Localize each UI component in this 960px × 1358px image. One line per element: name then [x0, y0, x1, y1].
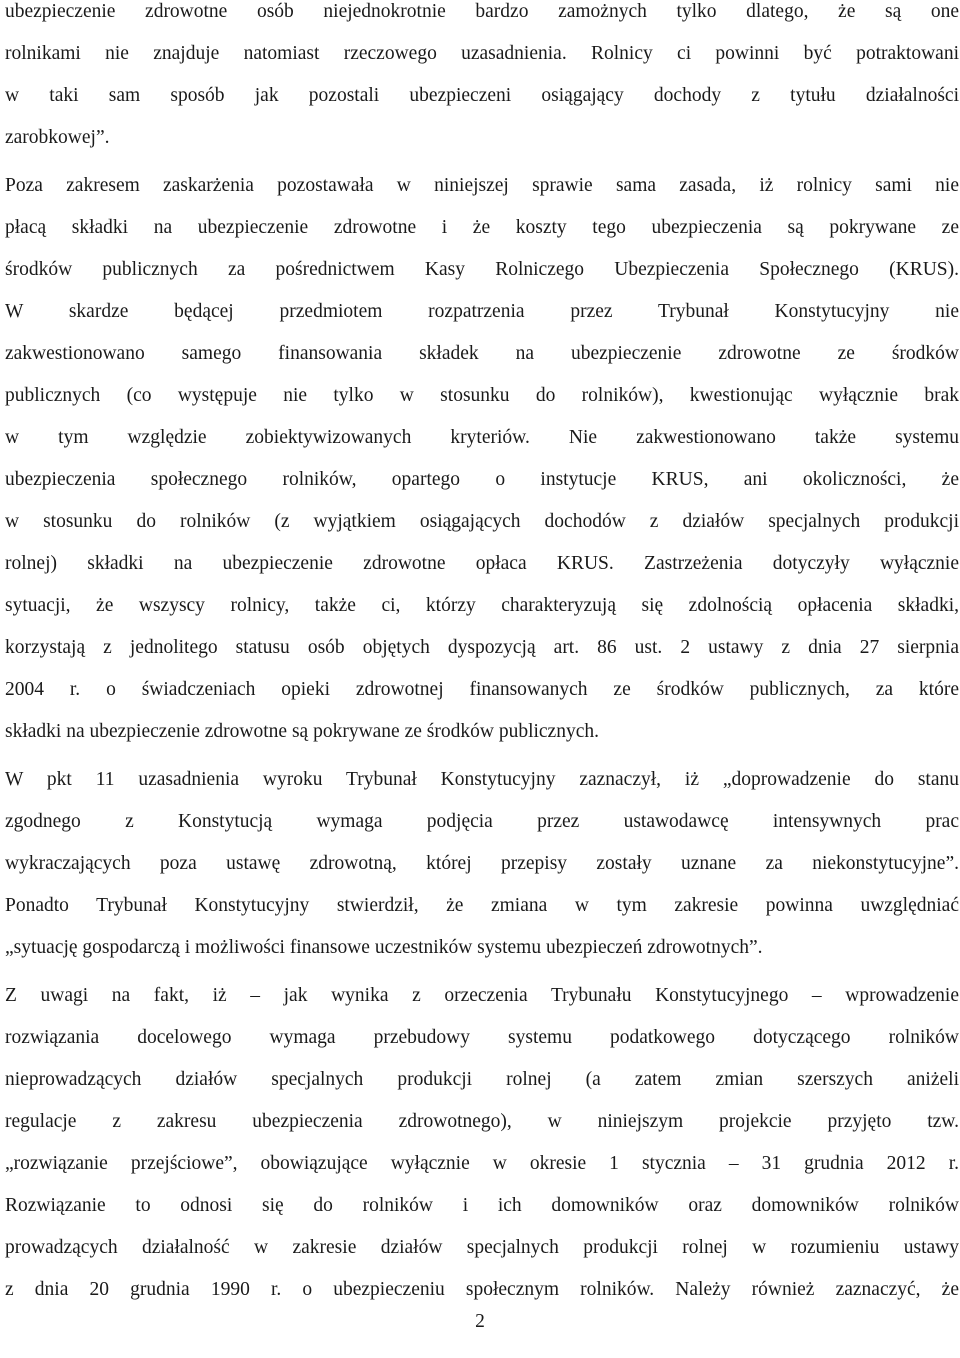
- text-line: rolnej) składki na ubezpieczenie zdrowotne opłaca KRUS. Zastrzeżenia dotyczyły wyłącznie: [5, 553, 959, 574]
- text-line: ubezpieczenia społecznego rolników, opartego o instytucje KRUS, ani okoliczności, że: [5, 469, 959, 490]
- text-line: rozwiązania docelowego wymaga przebudowy systemu podatkowego dotyczącego rolników: [5, 1027, 959, 1048]
- text-line: w tym względzie zobiektywizowanych kryteriów. Nie zakwestionowano także systemu: [5, 427, 959, 448]
- text-line: w stosunku do rolników (z wyjątkiem osiągających dochodów z działów specjalnych produkcji: [5, 511, 959, 532]
- text-line: zakwestionowano samego finansowania składek na ubezpieczenie zdrowotne ze środków: [5, 343, 959, 364]
- text-line: składki na ubezpieczenie zdrowotne są pokrywane ze środków publicznych.: [5, 721, 599, 742]
- text-line: sytuacji, że wszyscy rolnicy, także ci, którzy charakteryzują się zdolnością opłacenia składki,: [5, 595, 959, 616]
- text-line: wykraczających poza ustawę zdrowotną, której przepisy zostały uznane za niekonstytucyjne”.: [5, 853, 959, 874]
- text-line: nieprowadzących działów specjalnych produkcji rolnej (a zatem zmian szerszych aniżeli: [5, 1069, 959, 1090]
- text-line: z dnia 20 grudnia 1990 r. o ubezpieczeniu społecznym rolników. Należy również zaznaczyć, że: [5, 1279, 959, 1300]
- text-line: „sytuację gospodarczą i możliwości finansowe uczestników systemu ubezpieczeń zdrowotnych”.: [5, 937, 763, 958]
- text-line: W pkt 11 uzasadnienia wyroku Trybunał Konstytucyjny zaznaczył, iż „doprowadzenie do stanu: [5, 769, 959, 790]
- text-line: regulacje z zakresu ubezpieczenia zdrowotnego), w niniejszym projekcie przyjęto tzw.: [5, 1111, 959, 1132]
- text-line: środków publicznych za pośrednictwem Kasy Rolniczego Ubezpieczenia Społecznego (KRUS).: [5, 259, 959, 280]
- text-line: rolnikami nie znajduje natomiast rzeczowego uzasadnienia. Rolnicy ci powinni być potraktowani: [5, 43, 959, 64]
- text-line: zgodnego z Konstytucją wymaga podjęcia przez ustawodawcę intensywnych prac: [5, 811, 959, 832]
- text-line: płacą składki na ubezpieczenie zdrowotne i że koszty tego ubezpieczenia są pokrywane ze: [5, 217, 959, 238]
- text-line: „rozwiązanie przejściowe”, obowiązujące wyłącznie w okresie 1 stycznia – 31 grudnia 2012 r.: [5, 1153, 959, 1174]
- text-line: Z uwagi na fakt, iż – jak wynika z orzeczenia Trybunału Konstytucyjnego – wprowadzenie: [5, 985, 959, 1006]
- page-number: 2: [475, 1311, 485, 1332]
- text-line: Rozwiązanie to odnosi się do rolników i ich domowników oraz domowników rolników: [5, 1195, 959, 1216]
- text-line: W skardze będącej przedmiotem rozpatrzenia przez Trybunał Konstytucyjny nie: [5, 301, 959, 322]
- text-line: Ponadto Trybunał Konstytucyjny stwierdził, że zmiana w tym zakresie powinna uwzględniać: [5, 895, 959, 916]
- text-line: 2004 r. o świadczeniach opieki zdrowotnej finansowanych ze środków publicznych, za które: [5, 679, 959, 700]
- text-line: zarobkowej”.: [5, 127, 110, 148]
- text-line: prowadzących działalność w zakresie działów specjalnych produkcji rolnej w rozumieniu ustawy: [5, 1237, 959, 1258]
- text-line: ubezpieczenie zdrowotne osób niejednokrotnie bardzo zamożnych tylko dlatego, że są one: [5, 1, 959, 22]
- text-line: korzystają z jednolitego statusu osób objętych dyspozycją art. 86 ust. 2 ustawy z dnia 27 sierpnia: [5, 637, 959, 658]
- text-line: publicznych (co występuje nie tylko w stosunku do rolników), kwestionując wyłącznie brak: [5, 385, 959, 406]
- text-line: w taki sam sposób jak pozostali ubezpieczeni osiągający dochody z tytułu działalności: [5, 85, 959, 106]
- text-line: Poza zakresem zaskarżenia pozostawała w niniejszej sprawie sama zasada, iż rolnicy sami nie: [5, 175, 959, 196]
